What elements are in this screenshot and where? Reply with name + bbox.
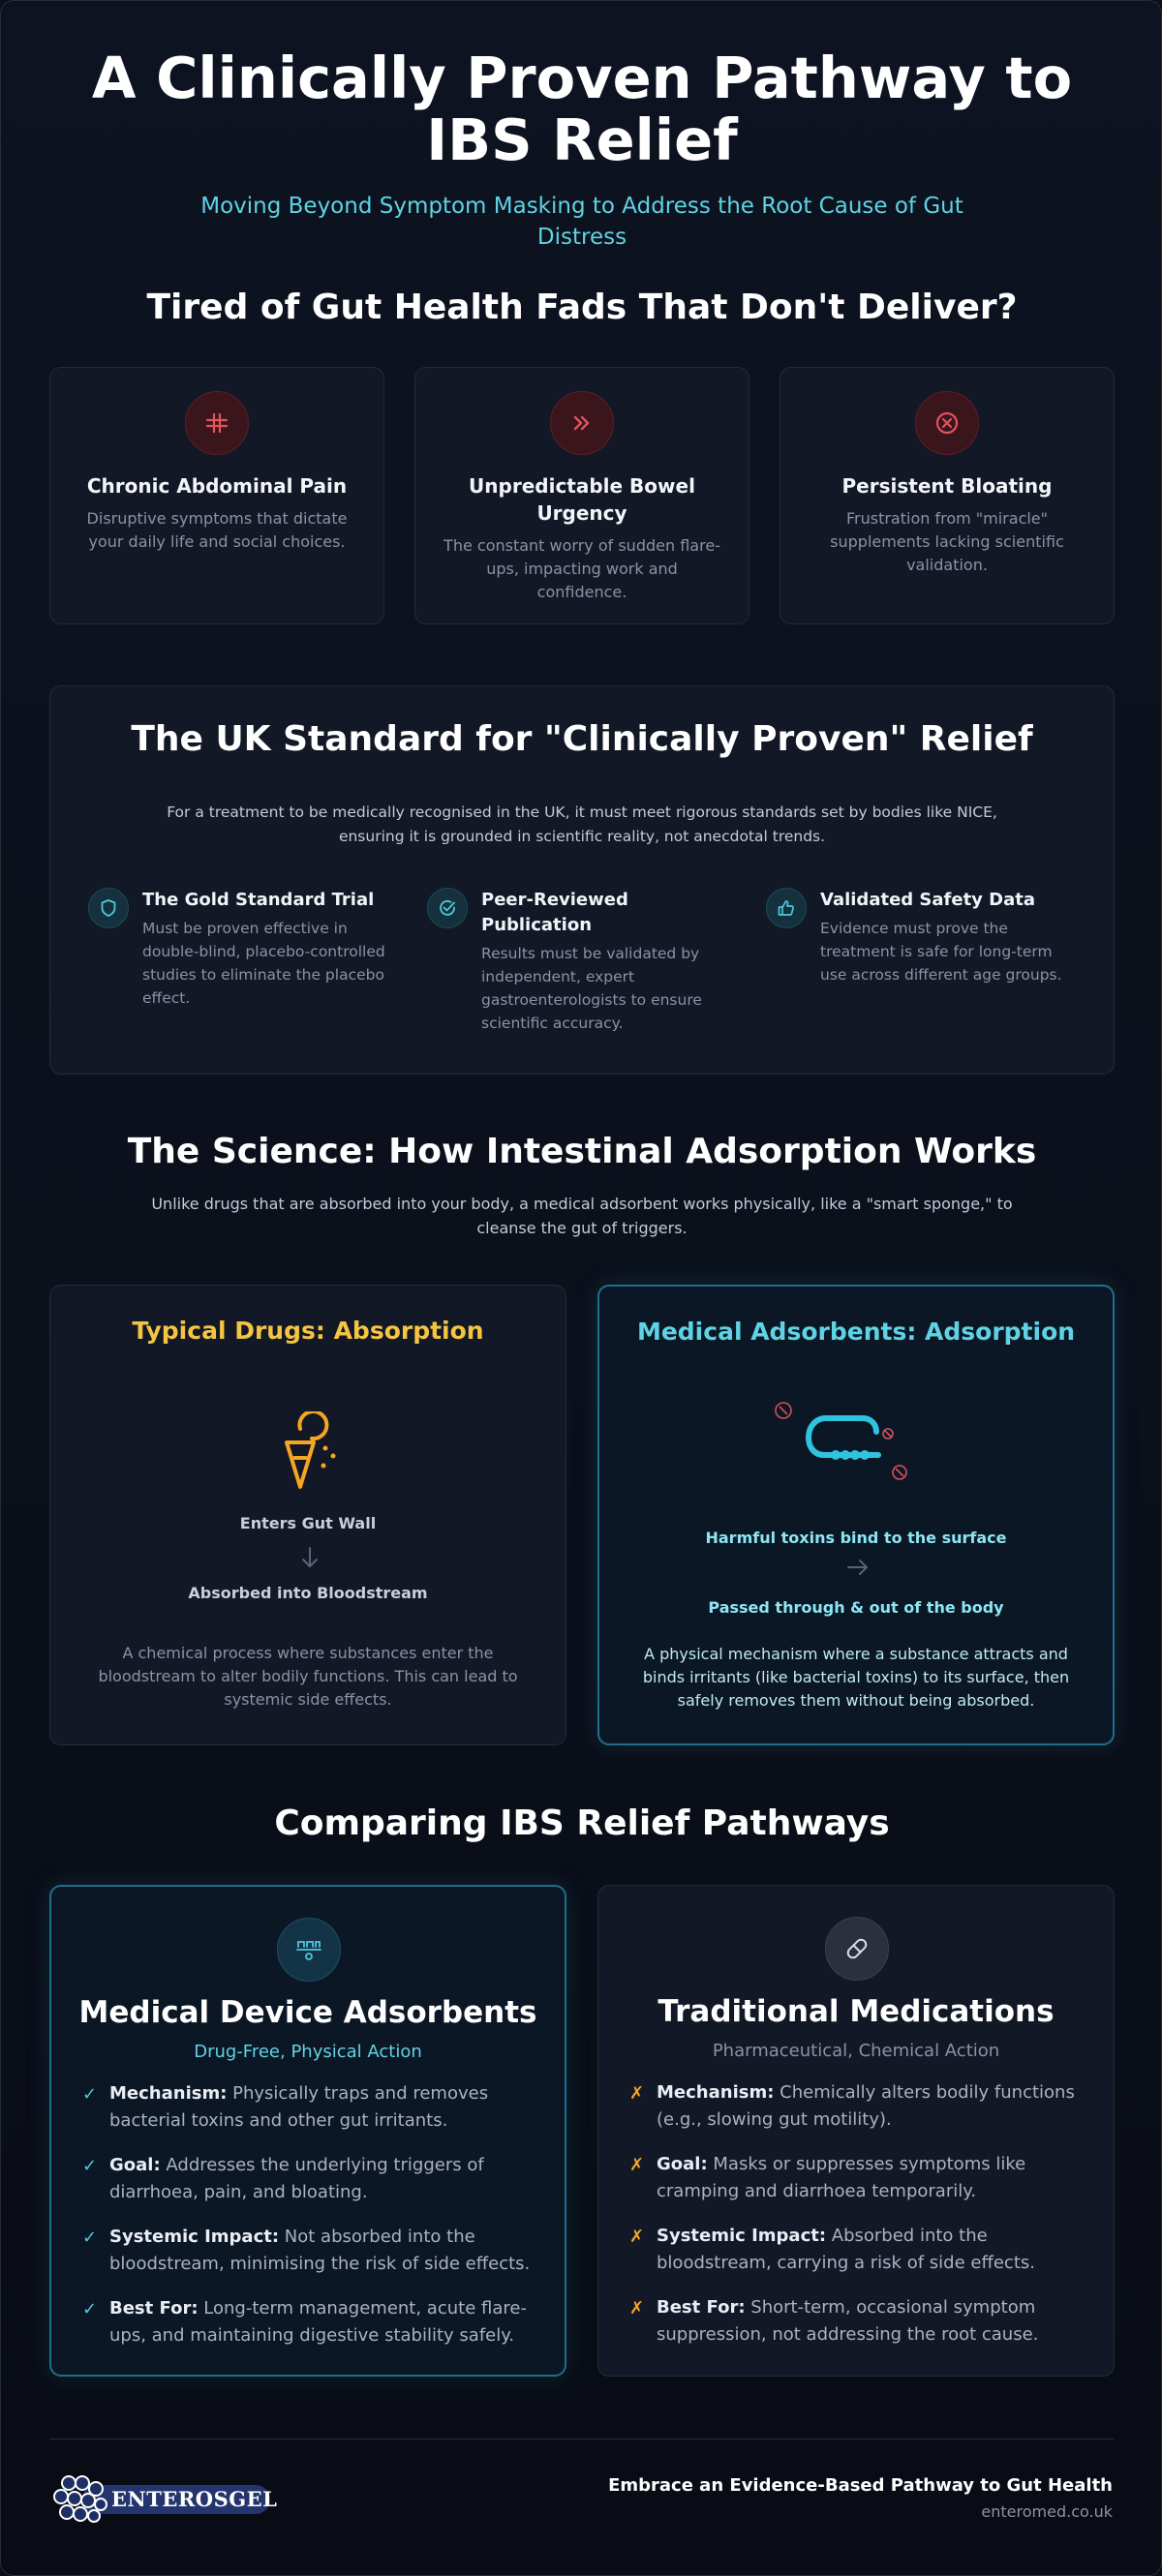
problem-title: Persistent Bloating: [841, 474, 1053, 498]
list-item: ✗ Goal: Masks or suppresses symptoms like cramping and diarrhoea temporarily.: [629, 2154, 1026, 2201]
cross-icon: ✗: [629, 2298, 645, 2318]
device-title: Medical Device Adsorbents: [78, 1995, 537, 2030]
shield-icon: [88, 888, 129, 928]
drugs-step-2: Absorbed into Bloodstream: [188, 1584, 428, 1602]
problem-title: Chronic Abdominal Pain: [86, 474, 348, 498]
page-title: A Clinically Proven Pathway to IBS Relief: [91, 45, 1073, 173]
list-item: ✗ Systemic Impact: Absorbed into the bloodstream, carrying a risk of side effects.: [629, 2226, 1035, 2273]
x-circle-icon: [915, 391, 979, 455]
adsorbents-desc: A physical mechanism where a substance attracts and binds irritants (like bacterial toxins) to its surface, then safely removes them without being absorbed.: [642, 1645, 1070, 1710]
device-icon: [277, 1918, 341, 1982]
device-list: [82, 2080, 535, 2367]
cross-icon: ✗: [629, 2155, 645, 2175]
check-circle-icon: [427, 888, 468, 928]
footer-tagline: Embrace an Evidence-Based Pathway to Gut Health: [608, 2475, 1113, 2496]
drugs-desc: A chemical process where substances enter the bloodstream to alter bodily functions. This can lead to systemic side effects.: [98, 1644, 518, 1709]
brand-logo: [49, 2468, 278, 2530]
arrow-right-icon: [845, 1556, 871, 1579]
cramp-icon: [185, 391, 249, 455]
adsorption-icon: [772, 1393, 946, 1500]
medications-subtitle: Pharmaceutical, Chemical Action: [712, 2041, 1000, 2061]
problem-card-urgency: [414, 367, 749, 624]
molecule-icon: [49, 2471, 109, 2528]
adsorbents-adsorption-card: [597, 1285, 1115, 1745]
standard-item-title: Validated Safety Data: [820, 890, 1036, 910]
adsorbents-step-2: Passed through & out of the body: [708, 1598, 1004, 1617]
device-subtitle: Drug-Free, Physical Action: [194, 2042, 422, 2062]
list-item: ✗ Mechanism: Chemically alters bodily functions (e.g., slowing gut motility).: [629, 2082, 1075, 2130]
problem-text: Disruptive symptoms that dictate your daily life and social choices.: [86, 509, 348, 551]
check-icon: ✓: [82, 2227, 98, 2248]
device-adsorbents-card: [49, 1885, 566, 2377]
comparison-heading: Comparing IBS Relief Pathways: [274, 1803, 890, 1843]
thumbs-up-icon: [766, 888, 807, 928]
arrow-down-icon: [298, 1545, 321, 1570]
problem-card-bloating: [780, 367, 1115, 624]
problem-title: Unpredictable Bowel Urgency: [469, 474, 695, 525]
check-icon: ✓: [82, 2156, 98, 2176]
problem-text: The constant worry of sudden flare-ups, impacting work and confidence.: [443, 536, 720, 601]
list-item: ✓ Systemic Impact: Not absorbed into the bloodstream, minimising the risk of side effects.: [82, 2227, 531, 2274]
cross-icon: ✗: [629, 2083, 645, 2104]
hero: [1, 47, 1162, 253]
drugs-step-1: Enters Gut Wall: [239, 1514, 377, 1532]
pill-icon: [825, 1917, 889, 1981]
medications-title: Traditional Medications: [657, 1994, 1055, 2029]
list-item: ✓ Mechanism: Physically traps and removes bacterial toxins and other gut irritants.: [82, 2083, 489, 2131]
problems-heading: Tired of Gut Health Fads That Don't Deliver?: [146, 288, 1018, 327]
science-intro: Unlike drugs that are absorbed into your body, a medical adsorbent works physically, like a "smart sponge," to cleanse the gut of triggers.: [151, 1195, 1013, 1237]
footer-divider: [49, 2439, 1115, 2440]
standard-item-title: Peer-Reviewed Publication: [481, 890, 628, 935]
standard-item-text: Results must be validated by independent, expert gastroenterologists to ensure scientific accuracy.: [481, 945, 702, 1032]
list-item: ✗ Best For: Short-term, occasional symptom suppression, not addressing the root cause.: [629, 2297, 1039, 2345]
fast-forward-icon: [550, 391, 614, 455]
logo-wordmark: ENTEROSGEL: [111, 2487, 278, 2511]
science-heading: The Science: How Intestinal Adsorption Works: [127, 1132, 1037, 1171]
standard-item-text: Evidence must prove the treatment is safe for long-term use across different age groups.: [820, 920, 1062, 984]
standard-item-text: Must be proven effective in double-blind, placebo-controlled studies to eliminate the placebo effect.: [142, 920, 385, 1007]
standard-intro: For a treatment to be medically recognised in the UK, it must meet rigorous standards set by bodies like NICE, ensuring it is grounded in scientific reality, not anecdotal trends.: [167, 803, 997, 845]
absorption-icon: [273, 1411, 351, 1499]
problem-card-pain: [49, 367, 384, 624]
drugs-absorption-card: [49, 1285, 566, 1745]
adsorbents-title: Medical Adsorbents: Adsorption: [636, 1318, 1076, 1346]
standard-item-title: The Gold Standard Trial: [142, 890, 375, 910]
standard-heading: The UK Standard for "Clinically Proven" Relief: [131, 719, 1033, 759]
list-item: ✓ Best For: Long-term management, acute flare-ups, and maintaining digestive stability safely.: [82, 2298, 527, 2346]
footer-url[interactable]: enteromed.co.uk: [981, 2502, 1113, 2521]
list-item: ✓ Goal: Addresses the underlying triggers of diarrhoea, pain, and bloating.: [82, 2155, 484, 2202]
page-subtitle: Moving Beyond Symptom Masking to Address the Root Cause of Gut Distress: [200, 194, 963, 250]
drugs-title: Typical Drugs: Absorption: [132, 1317, 484, 1345]
check-icon: ✓: [82, 2084, 98, 2105]
traditional-medications-card: [597, 1885, 1115, 2377]
check-icon: ✓: [82, 2299, 98, 2319]
problem-text: Frustration from "miracle" supplements lacking scientific validation.: [830, 509, 1064, 574]
cross-icon: ✗: [629, 2227, 645, 2247]
medications-list: [629, 2079, 1085, 2366]
adsorbents-step-1: Harmful toxins bind to the surface: [705, 1529, 1007, 1547]
